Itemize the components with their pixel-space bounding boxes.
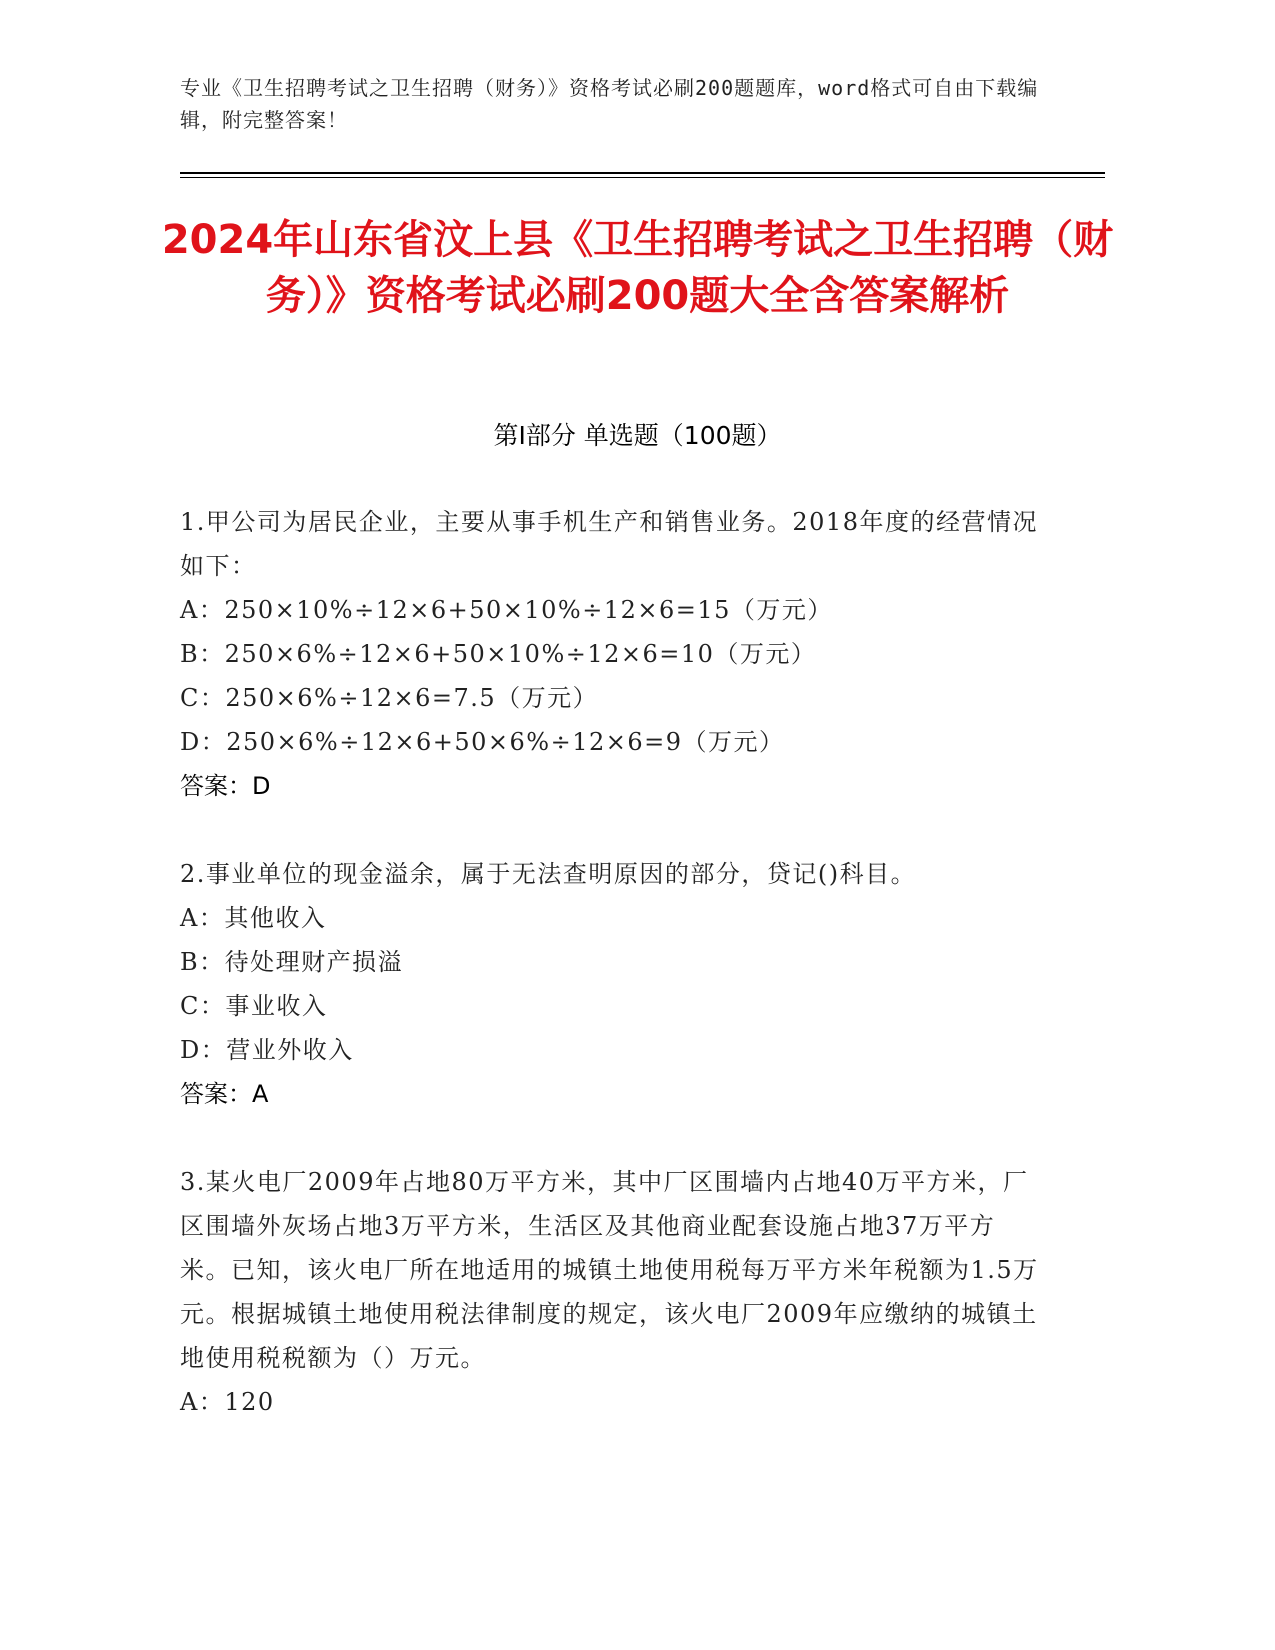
header-note: 专业《卫生招聘考试之卫生招聘（财务）》资格考试必刷200题题库，word格式可自由下载编辑，附完整答案！ [180, 76, 1039, 132]
option-c: C：事业收入 [180, 992, 328, 1020]
question-list [180, 500, 1040, 1468]
header-rule-thin [180, 177, 1105, 178]
option-d: D：250×6%÷12×6+50×6%÷12×6=9（万元） [180, 728, 785, 756]
question-stem: 2.事业单位的现金溢余，属于无法查明原因的部分，贷记()科目。 [180, 860, 917, 888]
answer-line: 答案：A [180, 1080, 269, 1108]
question-3 [180, 1160, 1040, 1424]
option-a: A：其他收入 [180, 904, 327, 932]
question-1 [180, 500, 1040, 808]
option-a: A：120 [180, 1388, 275, 1416]
option-b: B：待处理财产损溢 [180, 948, 404, 976]
question-2 [180, 852, 1040, 1116]
question-stem: 3.某火电厂2009年占地80万平方米，其中厂区围墙内占地40万平方米，厂区围墙外灰场占地3万平方米，生活区及其他商业配套设施占地37万平方米。已知，该火电厂所在地适用的城镇土地使用税每万平方米年税额为1.5万元。根据城镇土地使用税法律制度的规定，该火电厂2009年应缴纳的城镇土地使用税税额为（）万元。 [180, 1168, 1039, 1372]
option-a: A：250×10%÷12×6+50×10%÷12×6=15（万元） [180, 596, 833, 624]
option-c: C：250×6%÷12×6=7.5（万元） [180, 684, 599, 712]
option-b: B：250×6%÷12×6+50×10%÷12×6=10（万元） [180, 640, 817, 668]
header-rule-thick [180, 172, 1105, 174]
section-heading: 第Ⅰ部分 单选题（100题） [493, 421, 782, 450]
option-d: D：营业外收入 [180, 1036, 354, 1064]
question-stem: 1.甲公司为居民企业，主要从事手机生产和销售业务。2018年度的经营情况如下： [180, 508, 1038, 580]
answer-line: 答案：D [180, 772, 271, 800]
document-title: 2024年山东省汶上县《卫生招聘考试之卫生招聘（财务）》资格考试必刷200题大全含答案解析 [161, 217, 1114, 319]
